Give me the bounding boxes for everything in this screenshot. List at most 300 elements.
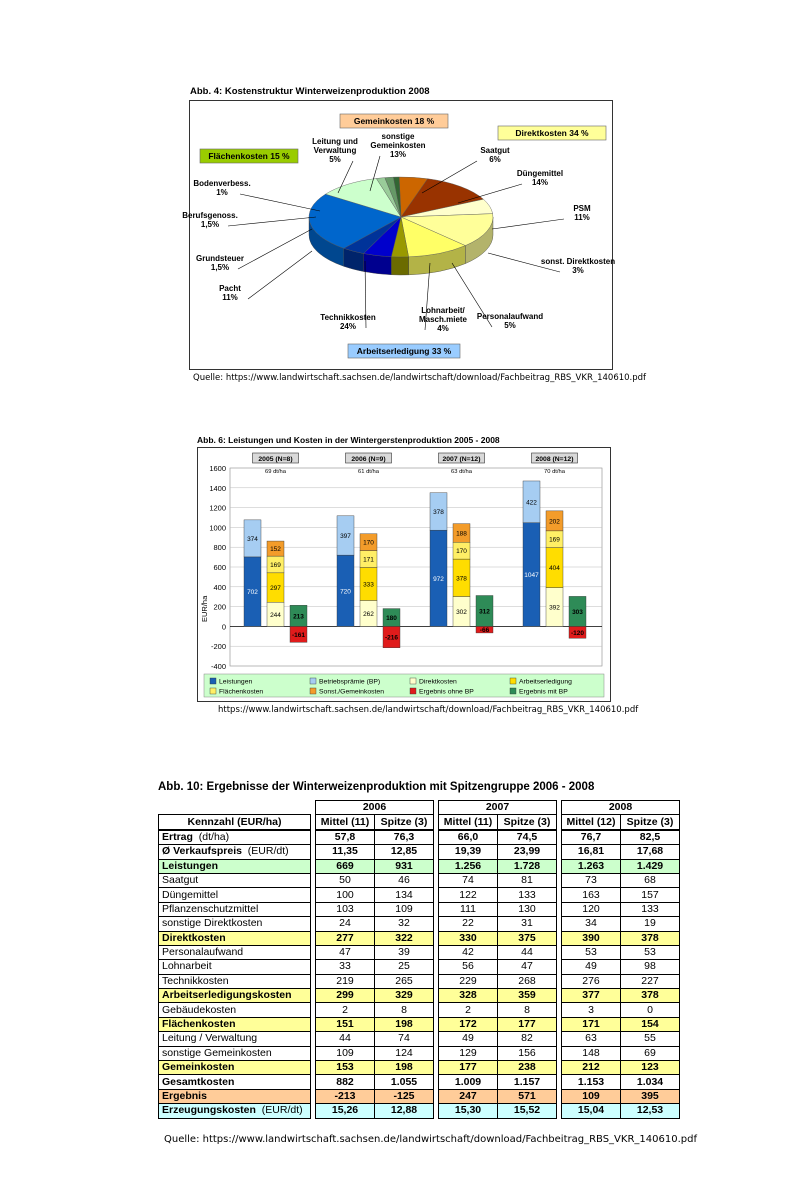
bar-value-label: -66 <box>479 627 490 635</box>
pie-label-line: 11% <box>574 213 590 222</box>
row-label <box>159 1089 311 1103</box>
row-label <box>159 917 311 931</box>
table-cell: 395 <box>621 1089 680 1103</box>
row-label <box>159 1061 311 1075</box>
pie-label <box>219 284 241 302</box>
pie-label-line: Berufsgenoss. <box>182 211 238 220</box>
group-label-direktkosten: Direktkosten 34 % <box>515 128 589 138</box>
table-row <box>159 902 680 916</box>
table-cell: 66,0 <box>439 830 498 845</box>
legend-swatch <box>210 688 216 694</box>
pie-label-line: 13% <box>389 150 407 159</box>
table-cell: 669 <box>316 859 375 873</box>
pie-slice-side <box>391 257 408 275</box>
row-label-text: Saatgut <box>162 874 199 887</box>
table-cell: 328 <box>439 989 498 1003</box>
table-cell: 1.157 <box>498 1075 557 1089</box>
table-cell: 22 <box>439 917 498 931</box>
pie-label <box>419 306 468 333</box>
table-row <box>159 989 680 1003</box>
bar-value-label: 169 <box>270 561 281 569</box>
bar-value-label: 333 <box>363 581 374 589</box>
table-cell: 76,3 <box>375 830 434 845</box>
table-cell: 55 <box>621 1032 680 1046</box>
table-cell: 378 <box>621 931 680 945</box>
row-label-text: sonstige Gemeinkosten <box>162 1046 272 1059</box>
pie-label-line: 14% <box>531 178 549 187</box>
table-cell: 378 <box>621 989 680 1003</box>
fig4-frame <box>182 100 616 370</box>
row-label-text: Arbeitserledigungskosten <box>162 989 292 1002</box>
row-label-text: Leistungen <box>162 859 219 872</box>
subcol-header: Spitze (3) <box>498 815 557 830</box>
leader-line <box>492 219 564 229</box>
table-cell: 17,68 <box>621 845 680 859</box>
pie-label-line: Leitung und <box>312 137 358 146</box>
table-cell: 133 <box>621 902 680 916</box>
y-tick-label: 1000 <box>209 523 226 533</box>
pie-label-line: Verwaltung <box>313 146 357 155</box>
table-row <box>159 830 680 845</box>
table-cell: 109 <box>375 902 434 916</box>
bar-value-label: 262 <box>363 610 374 618</box>
row-unit: (EUR/dt) <box>255 1104 303 1117</box>
group-yield-label: 63 dt/ha <box>451 469 472 475</box>
table-cell: 219 <box>316 974 375 988</box>
row-label-text: Erzeugungskosten <box>162 1104 256 1117</box>
pie-label <box>480 146 510 164</box>
legend-label: Arbeitserledigung <box>519 678 572 686</box>
group-header-label: 2007 (N=12) <box>442 456 481 463</box>
pie-label-line: sonstige <box>381 132 415 141</box>
table-cell: 177 <box>498 1017 557 1031</box>
table-cell: 39 <box>375 945 434 959</box>
table-cell: 56 <box>439 960 498 974</box>
table-cell: 268 <box>498 974 557 988</box>
legend-label: Ergebnis ohne BP <box>419 688 474 696</box>
table-cell: 15,30 <box>439 1104 498 1118</box>
pie-label <box>541 257 615 275</box>
table-cell: 15,26 <box>316 1104 375 1118</box>
table-cell: 24 <box>316 917 375 931</box>
table-cell: 1.429 <box>621 859 680 873</box>
row-label <box>159 1017 311 1031</box>
bar-value-label: 702 <box>247 589 258 597</box>
table-cell: 153 <box>316 1061 375 1075</box>
bar-value-label: 1047 <box>524 572 539 580</box>
table-cell: 171 <box>562 1017 621 1031</box>
table-cell: 81 <box>498 873 557 887</box>
table-cell: 32 <box>375 917 434 931</box>
table-cell: 2 <box>316 1003 375 1017</box>
y-tick-label: 800 <box>213 543 226 553</box>
row-label <box>159 1046 311 1060</box>
y-axis-label: EUR/ha <box>200 595 209 622</box>
table-cell: 63 <box>562 1032 621 1046</box>
table-cell: 277 <box>316 931 375 945</box>
row-label-text: Gebäudekosten <box>162 1003 237 1016</box>
y-tick-label: -200 <box>210 642 226 652</box>
table-cell: 57,8 <box>316 830 375 845</box>
pie-label-line: 1% <box>216 188 228 197</box>
y-tick-label: 1400 <box>209 483 226 493</box>
row-label-text: Ø Verkaufspreis <box>162 845 242 858</box>
table-cell: 19,39 <box>439 845 498 859</box>
row-label-text: Ertrag <box>162 830 193 843</box>
subcol-header: Mittel (12) <box>562 815 621 830</box>
table-cell: 377 <box>562 989 621 1003</box>
table-cell: 198 <box>375 1017 434 1031</box>
bar-value-label: 297 <box>270 585 281 593</box>
table-cell: 34 <box>562 917 621 931</box>
table-cell: 44 <box>316 1032 375 1046</box>
legend-label: Betriebsprämie (BP) <box>319 678 381 686</box>
row-label <box>159 873 311 887</box>
subcol-header: Mittel (11) <box>439 815 498 830</box>
table-cell: 2 <box>439 1003 498 1017</box>
legend-swatch <box>410 678 416 684</box>
table-cell: 44 <box>498 945 557 959</box>
table-cell: 12,53 <box>621 1104 680 1118</box>
legend-label: Flächenkosten <box>219 688 264 696</box>
table-cell: 322 <box>375 931 434 945</box>
row-label-text: Pflanzenschutzmittel <box>162 902 259 915</box>
row-label <box>159 974 311 988</box>
table-cell: -125 <box>375 1089 434 1103</box>
bar-value-label: 397 <box>340 532 351 540</box>
table-cell: 68 <box>621 873 680 887</box>
table-cell: 47 <box>316 945 375 959</box>
table-cell: 76,7 <box>562 830 621 845</box>
group-header-label: 2008 (N=12) <box>535 456 574 463</box>
group-yield-label: 69 dt/ha <box>265 469 286 475</box>
table-cell: 73 <box>562 873 621 887</box>
pie-label <box>320 313 376 331</box>
group-header-label: 2005 (N=8) <box>258 456 293 463</box>
table-cell: 74 <box>375 1032 434 1046</box>
pie-label-line: 3% <box>572 266 584 275</box>
table-row <box>159 1104 680 1118</box>
y-tick-label: 0 <box>221 622 226 632</box>
y-tick-label: 400 <box>213 582 226 592</box>
table-row <box>159 1046 680 1060</box>
row-label-text: Direktkosten <box>162 931 226 944</box>
table-cell: 299 <box>316 989 375 1003</box>
table-cell: 109 <box>562 1089 621 1103</box>
table-cell: 1.055 <box>375 1075 434 1089</box>
legend-swatch <box>210 678 216 684</box>
pie-label-line: Personalaufwand <box>476 312 544 321</box>
bar-value-label: 188 <box>456 530 467 538</box>
table-cell: 12,85 <box>375 845 434 859</box>
table-cell: 15,52 <box>498 1104 557 1118</box>
table-row <box>159 974 680 988</box>
bar-value-label: 213 <box>293 613 304 621</box>
table-cell: 359 <box>498 989 557 1003</box>
fig6-frame <box>197 447 611 702</box>
bar-value-label: 312 <box>479 608 490 616</box>
pie-label-line: 11% <box>222 293 238 302</box>
fig6-title: Abb. 6: Leistungen und Kosten in der Wintergerstenproduktion 2005 - 2008 <box>197 435 500 445</box>
table-cell: 0 <box>621 1003 680 1017</box>
bar-value-label: 378 <box>433 508 444 516</box>
pie-chart <box>182 101 616 369</box>
row-label-text: Gemeinkosten <box>162 1061 235 1074</box>
table-row <box>159 859 680 873</box>
pie-label-line: 5% <box>329 155 341 164</box>
table-cell: 111 <box>439 902 498 916</box>
y-tick-label: 1200 <box>209 503 226 513</box>
table-cell: 1.153 <box>562 1075 621 1089</box>
row-label <box>159 1075 311 1089</box>
pie-label-line: Masch.miete <box>418 315 468 324</box>
leader-line <box>238 229 312 269</box>
leader-line <box>240 194 320 211</box>
row-label-text: Technikkosten <box>162 974 229 987</box>
pie-label <box>477 312 543 330</box>
table-cell: 124 <box>375 1046 434 1060</box>
bar-value-label: 152 <box>270 546 281 554</box>
table-cell: 238 <box>498 1061 557 1075</box>
bar-value-label: 972 <box>433 575 444 583</box>
table-row <box>159 1089 680 1103</box>
fig4-source: Quelle: https://www.landwirtschaft.sachsen.de/landwirtschaft/download/Fachbeitrag_RBS_VKR_140610.pdf <box>193 373 647 383</box>
row-label <box>159 888 311 902</box>
y-tick-label: 1600 <box>209 464 226 473</box>
bar-value-label: 202 <box>549 518 560 526</box>
pie-label-line: Düngemittel <box>516 169 564 178</box>
table-cell: 882 <box>316 1075 375 1089</box>
table-cell: 329 <box>375 989 434 1003</box>
bar-value-label: 302 <box>456 608 467 616</box>
table-cell: 49 <box>562 960 621 974</box>
legend-label: Direktkosten <box>419 678 457 686</box>
group-yield-label: 70 dt/ha <box>544 469 565 475</box>
table-row <box>159 1061 680 1075</box>
table-cell: 157 <box>621 888 680 902</box>
table-row <box>159 960 680 974</box>
legend-swatch <box>510 678 516 684</box>
group-label-arbeitserledigung: Arbeitserledigung 33 % <box>356 346 452 356</box>
legend-label: Leistungen <box>219 678 253 686</box>
table-cell: 931 <box>375 859 434 873</box>
pie-label <box>573 204 591 222</box>
pie-label <box>182 211 238 229</box>
row-label <box>159 931 311 945</box>
leader-line <box>228 217 316 226</box>
table-cell: 82 <box>498 1032 557 1046</box>
row-label-text: Düngemittel <box>162 888 219 901</box>
row-label <box>159 830 311 845</box>
subcol-header: Spitze (3) <box>375 815 434 830</box>
table-cell: 19 <box>621 917 680 931</box>
legend-swatch <box>310 688 316 694</box>
table-cell: 109 <box>316 1046 375 1060</box>
row-label <box>159 989 311 1003</box>
table-cell: 156 <box>498 1046 557 1060</box>
table-cell: -213 <box>316 1089 375 1103</box>
table-cell: 375 <box>498 931 557 945</box>
year-header: 2006 <box>316 801 434 815</box>
bar-value-label: 169 <box>549 536 560 544</box>
bar-value-label: 378 <box>456 575 467 583</box>
pie-label-line: 1,5% <box>210 263 230 272</box>
table-cell: 198 <box>375 1061 434 1075</box>
bar-value-label: 170 <box>363 539 374 547</box>
legend-swatch <box>310 678 316 684</box>
table-cell: 151 <box>316 1017 375 1031</box>
table-cell: 25 <box>375 960 434 974</box>
table-cell: 265 <box>375 974 434 988</box>
bar-chart <box>198 448 610 701</box>
table-row <box>159 845 680 859</box>
legend-swatch <box>510 688 516 694</box>
pie-label-line: Lohnarbeit/ <box>421 306 465 315</box>
table-cell: 1.009 <box>439 1075 498 1089</box>
table-cell: 11,35 <box>316 845 375 859</box>
table-cell: 129 <box>439 1046 498 1060</box>
row-label <box>159 1104 311 1118</box>
bar-value-label: -161 <box>291 631 306 639</box>
table-row <box>159 1003 680 1017</box>
subcol-header: Spitze (3) <box>621 815 680 830</box>
pie-label-line: sonst. Direktkosten <box>540 257 616 266</box>
pie-label <box>370 132 425 159</box>
table-row <box>159 931 680 945</box>
bar-value-label: 422 <box>526 499 537 507</box>
table-cell: 31 <box>498 917 557 931</box>
fig6-source: https://www.landwirtschaft.sachsen.de/landwirtschaft/download/Fachbeitrag_RBS_VKR_140610.pdf <box>218 705 639 715</box>
fig10-title: Abb. 10: Ergebnisse der Winterweizenproduktion mit Spitzengruppe 2006 - 2008 <box>158 781 595 793</box>
table-cell: 330 <box>439 931 498 945</box>
row-label-text: Lohnarbeit <box>162 960 212 973</box>
table-cell: 276 <box>562 974 621 988</box>
table-cell: 1.034 <box>621 1075 680 1089</box>
table-row <box>159 945 680 959</box>
table-cell: 50 <box>316 873 375 887</box>
row-label-text: Flächenkosten <box>162 1018 236 1031</box>
bar-value-label: 374 <box>247 535 258 543</box>
table-row <box>159 873 680 887</box>
row-unit: (dt/ha) <box>192 830 230 843</box>
group-label-flaechenkosten: Flächenkosten 15 % <box>208 151 290 161</box>
table-cell: 49 <box>439 1032 498 1046</box>
bar-value-label: 392 <box>549 604 560 612</box>
table-cell: 122 <box>439 888 498 902</box>
pie-label-line: Pacht <box>219 284 241 293</box>
table-cell: 154 <box>621 1017 680 1031</box>
row-label <box>159 859 311 873</box>
table-cell: 8 <box>498 1003 557 1017</box>
pie-label-line: PSM <box>573 204 591 213</box>
table-cell: 103 <box>316 902 375 916</box>
table-row <box>159 917 680 931</box>
table-cell: 227 <box>621 974 680 988</box>
corner-cell <box>159 801 311 815</box>
bar-value-label: 404 <box>549 565 560 573</box>
table-cell: 148 <box>562 1046 621 1060</box>
legend-label: Sonst./Gemeinkosten <box>319 688 384 696</box>
table-cell: 1.728 <box>498 859 557 873</box>
table-cell: 571 <box>498 1089 557 1103</box>
table-cell: 163 <box>562 888 621 902</box>
results-table <box>158 800 680 1119</box>
table-cell: 1.256 <box>439 859 498 873</box>
row-label-text: Personalaufwand <box>162 946 244 959</box>
table-row <box>159 1017 680 1031</box>
row-label <box>159 1032 311 1046</box>
pie-label-line: 6% <box>489 155 501 164</box>
bar-value-label: 180 <box>386 614 397 622</box>
pie-label-line: Gemeinkosten <box>370 141 426 150</box>
table-cell: 212 <box>562 1061 621 1075</box>
kennzahl-header: Kennzahl (EUR/ha) <box>159 815 311 830</box>
year-header: 2007 <box>439 801 557 815</box>
pie-label-line: 24% <box>339 322 357 331</box>
pie-label-line: 4% <box>437 324 449 333</box>
table-cell: 53 <box>621 945 680 959</box>
pie-label-line: Bodenverbess. <box>193 179 251 188</box>
bar-value-label: 720 <box>340 588 351 596</box>
bar-value-label: 170 <box>456 548 467 556</box>
table-cell: 33 <box>316 960 375 974</box>
table-cell: 133 <box>498 888 557 902</box>
row-label-text: Leitung / Verwaltung <box>162 1032 258 1045</box>
y-tick-label: -400 <box>210 662 226 671</box>
table-cell: 229 <box>439 974 498 988</box>
table-cell: 47 <box>498 960 557 974</box>
group-label-gemeinkosten: Gemeinkosten 18 % <box>353 116 435 126</box>
table-cell: 1.263 <box>562 859 621 873</box>
pie-label <box>517 169 563 187</box>
table-cell: 247 <box>439 1089 498 1103</box>
pie-label-line: Technikkosten <box>320 313 376 322</box>
year-header: 2008 <box>562 801 680 815</box>
table-cell: 8 <box>375 1003 434 1017</box>
table-cell: 120 <box>562 902 621 916</box>
table-row <box>159 888 680 902</box>
table-cell: 53 <box>562 945 621 959</box>
pie-label-line: 1,5% <box>200 220 220 229</box>
table-row <box>159 1032 680 1046</box>
table-cell: 172 <box>439 1017 498 1031</box>
group-yield-label: 61 dt/ha <box>358 469 379 475</box>
pie-label-line: Saatgut <box>480 146 510 155</box>
bar-value-label: 303 <box>572 608 583 616</box>
table-row <box>159 1075 680 1089</box>
bar-value-label: 171 <box>363 556 374 564</box>
pie-label-line: Grundsteuer <box>195 254 245 263</box>
row-label <box>159 902 311 916</box>
table-cell: 16,81 <box>562 845 621 859</box>
group-header-label: 2006 (N=9) <box>351 456 386 463</box>
subcol-header: Mittel (11) <box>316 815 375 830</box>
table-cell: 130 <box>498 902 557 916</box>
row-label-text: sonstige Direktkosten <box>162 917 263 930</box>
y-tick-label: 600 <box>213 563 226 572</box>
row-label-text: Gesamtkosten <box>162 1075 235 1088</box>
y-tick-label: 200 <box>213 602 226 612</box>
table-cell: 177 <box>439 1061 498 1075</box>
table-cell: 3 <box>562 1003 621 1017</box>
table-cell: 98 <box>621 960 680 974</box>
table-cell: 134 <box>375 888 434 902</box>
row-label <box>159 960 311 974</box>
table-cell: 123 <box>621 1061 680 1075</box>
table-cell: 15,04 <box>562 1104 621 1118</box>
bar-value-label: -120 <box>570 629 585 637</box>
bar-value-label: -216 <box>384 634 399 642</box>
